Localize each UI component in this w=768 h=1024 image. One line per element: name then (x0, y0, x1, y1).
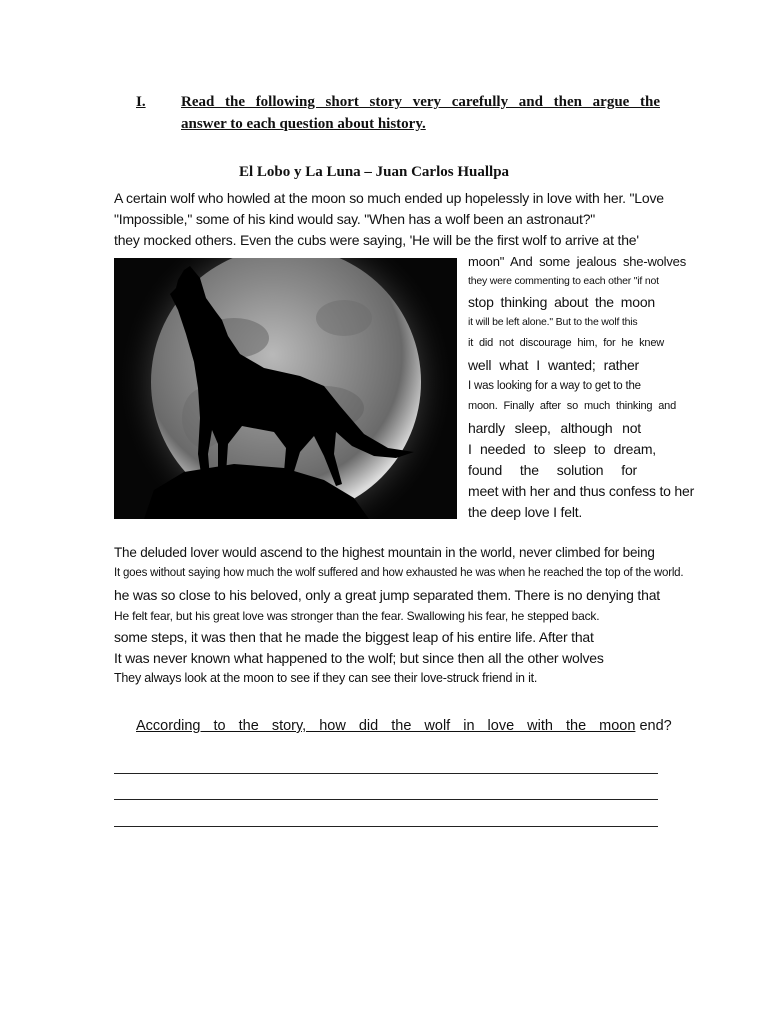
answer-line-1[interactable] (114, 773, 658, 774)
answer-line-2[interactable] (114, 799, 658, 800)
body-line-7: They always look at the moon to see if they can see their love-struck friend in it. (114, 671, 538, 685)
intro-line-2: "Impossible," some of his kind would say. "When has a wolf been an astronaut?" (114, 211, 596, 227)
side-line-5: it did not discourage him, for he knew (468, 337, 664, 349)
body-line-6: It was never known what happened to the wolf; but since then all the other wolves (114, 650, 604, 666)
wolf-moon-image (114, 258, 457, 519)
side-line-13: the deep love I felt. (468, 504, 583, 520)
side-line-4: it will be left alone." But to the wolf this (468, 316, 638, 328)
side-line-12: meet with her and thus confess to her (468, 483, 695, 499)
body-line-3: he was so close to his beloved, only a great jump separated them. There is no denying that (114, 587, 660, 603)
instruction-line-1: Read the following short story very carefully and then argue the (181, 94, 660, 110)
side-line-10: I needed to sleep to dream, (468, 441, 656, 457)
side-line-6: well what I wanted; rather (468, 357, 639, 373)
section-number: I. (136, 94, 146, 110)
side-line-7: I was looking for a way to get to the (468, 380, 641, 392)
question-underlined: According to the story, how did the wolf in love with the moon (136, 718, 636, 734)
side-line-1: moon" And some jealous she-wolves (468, 254, 686, 269)
side-line-9: hardly sleep, although not (468, 420, 641, 436)
side-line-3: stop thinking about the moon (468, 294, 655, 310)
wolf-moon-illustration (114, 258, 457, 519)
body-line-4: He felt fear, but his great love was stronger than the fear. Swallowing his fear, he stepped back. (114, 609, 600, 623)
body-line-2: It goes without saying how much the wolf suffered and how exhausted he was when he reached the top of the world. (114, 567, 684, 579)
side-line-8: moon. Finally after so much thinking and (468, 400, 676, 412)
question-tail: end? (639, 718, 672, 734)
instruction-line-2: answer to each question about history. (181, 116, 426, 132)
body-line-5: some steps, it was then that he made the biggest leap of his entire life. After that (114, 629, 594, 645)
body-line-1: The deluded lover would ascend to the highest mountain in the world, never climbed for being (114, 545, 655, 560)
side-line-11: found the solution for (468, 462, 637, 478)
answer-line-3[interactable] (114, 826, 658, 827)
side-line-2: they were commenting to each other "if not (468, 275, 659, 287)
story-title: El Lobo y La Luna – Juan Carlos Huallpa (238, 164, 510, 180)
intro-line-1: A certain wolf who howled at the moon so much ended up hopelessly in love with her. "Love (114, 190, 664, 206)
intro-line-3: they mocked others. Even the cubs were saying, 'He will be the first wolf to arrive at the' (114, 232, 639, 248)
question (136, 718, 672, 734)
